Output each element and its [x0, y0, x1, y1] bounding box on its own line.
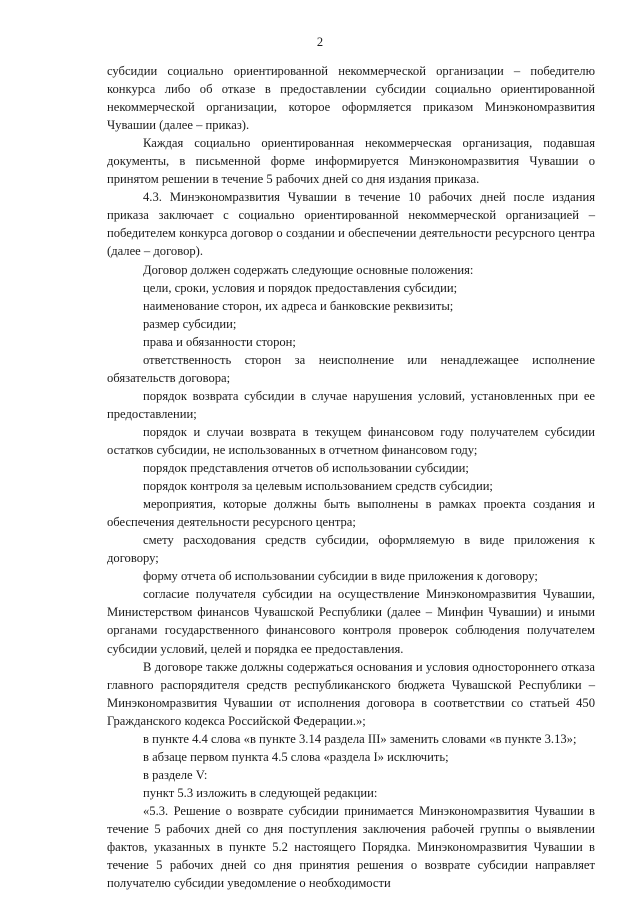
paragraph-4: Договор должен содержать следующие основные положения:: [143, 262, 474, 277]
list-item-9: порядок контроля за целевым использованием средств субсидии;: [143, 479, 493, 494]
paragraph-10: «5.3. Решение о возврате субсидии принимается Минэкономразвития Чувашии в течение 5 рабочих дней со дня поступления заключения рабочей группы о выявлении фактов, указанных в пункте 5.2 настоящего Порядка. Минэкономразвития Чувашии в течение 5 рабочих дней со дня принятия решения о возврате субсидии направляет получателю субсидии уведомление о необходимости: [107, 803, 595, 891]
list-item-7: порядок и случаи возврата в текущем финансовом году получателем субсидии остатков субсидии, не использованных в отчетном финансовом году;: [107, 424, 595, 457]
list-item-3: размер субсидии;: [143, 316, 237, 331]
list-item-12: форму отчета об использовании субсидии в виде приложения к договору;: [143, 569, 538, 584]
page-number: 2: [316, 35, 324, 49]
paragraph-2: Каждая социально ориентированная некоммерческая организация, подавшая документы, в письменной форме информируется Минэкономразвития Чувашии о принятом решении в течение 5 рабочих дней со дня издания приказа.: [107, 136, 595, 187]
list-item-10: мероприятия, которые должны быть выполнены в рамках проекта создания и обеспечения деятельности ресурсного центра;: [107, 497, 595, 530]
list-item-2: наименование сторон, их адреса и банковские реквизиты;: [143, 298, 454, 313]
list-item-1: цели, сроки, условия и порядок предоставления субсидии;: [143, 280, 458, 295]
paragraph-3: 4.3. Минэкономразвития Чувашии в течение 10 рабочих дней после издания приказа заключает с социально ориентированной некоммерческой организацией – победителем конкурса договор о создании и обеспечении деятельности ресурсного центра (далее – договор).: [107, 190, 595, 259]
list-item-4: права и обязанности сторон;: [143, 334, 296, 349]
list-item-6: порядок возврата субсидии в случае нарушения условий, установленных при ее предоставлении;: [107, 388, 595, 421]
list-item-8: порядок представления отчетов об использовании субсидии;: [143, 461, 469, 476]
list-item-5: ответственность сторон за неисполнение или ненадлежащее исполнение обязательств договора;: [107, 352, 595, 385]
paragraph-9: пункт 5.3 изложить в следующей редакции:: [143, 785, 378, 800]
document-body: [107, 62, 595, 892]
paragraph-5: В договоре также должны содержаться основания и условия одностороннего отказа главного распорядителя средств республиканского бюджета Чувашской Республики – Минэкономразвития Чувашии от исполнения договора в соответствии со статьей 450 Гражданского кодекса Российской Федерации.»;: [107, 659, 595, 728]
list-item-11: смету расходования средств субсидии, оформляемую в виде приложения к договору;: [107, 533, 595, 566]
list-item-13: согласие получателя субсидии на осуществление Минэкономразвития Чувашии, Министерством финансов Чувашской Республики (далее – Минфин Чувашии) и иными органами государственного финансового контроля проверок соблюдения получателем субсидии условий, целей и порядка ее предоставления.: [107, 587, 595, 656]
paragraph-8: в разделе V:: [143, 767, 208, 782]
paragraph-7: в абзаце первом пункта 4.5 слова «раздела I» исключить;: [143, 749, 449, 764]
paragraph-1: субсидии социально ориентированной некоммерческой организации – победителю конкурса либо об отказе в предоставлении субсидии социально ориентированной некоммерческой организации, которое оформляется приказом Минэкономразвития Чувашии (далее – приказ).: [107, 64, 595, 133]
paragraph-6: в пункте 4.4 слова «в пункте 3.14 раздела III» заменить словами «в пункте 3.13»;: [143, 731, 577, 746]
